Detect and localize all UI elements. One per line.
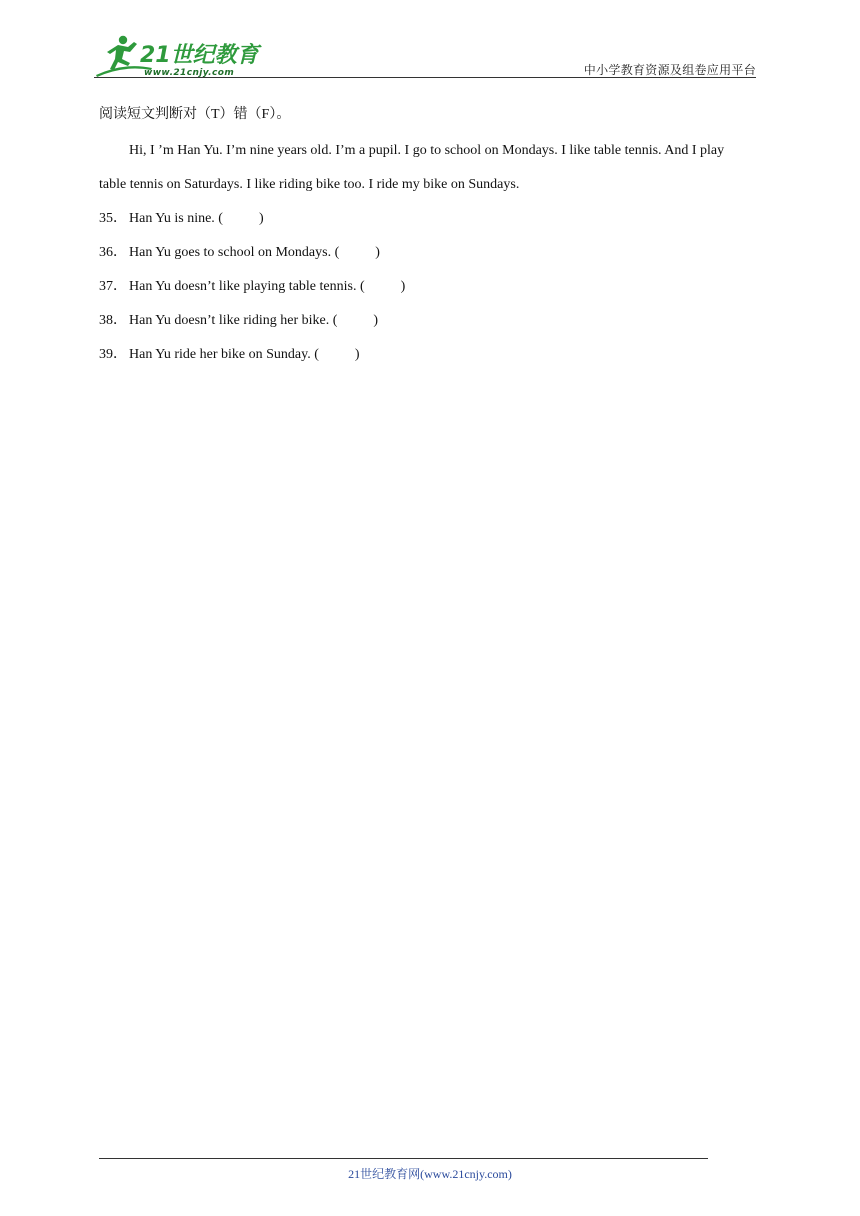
- question-close-paren: ): [400, 279, 406, 294]
- question-text: Han Yu goes to school on Mondays. (: [129, 245, 340, 260]
- svg-text:21世纪教育: 21世纪教育: [140, 43, 259, 68]
- footer-link[interactable]: 21世纪教育网(www.21cnjy.com): [348, 1167, 512, 1181]
- question-item: [99, 236, 747, 270]
- question-number: 35．: [99, 211, 127, 226]
- question-number: 37．: [99, 279, 127, 294]
- question-item: [99, 304, 747, 338]
- footer-divider: [99, 1158, 708, 1159]
- page-header: [94, 30, 756, 80]
- question-item: [99, 270, 747, 304]
- question-close-paren: ): [373, 313, 379, 328]
- question-number: 36．: [99, 245, 127, 260]
- worksheet-content: [99, 100, 747, 372]
- question-item: [99, 202, 747, 236]
- header-divider: [94, 77, 756, 78]
- svg-text:www.21cnjy.com: www.21cnjy.com: [144, 68, 235, 78]
- question-text: Han Yu doesn’t like riding her bike. (: [129, 313, 338, 328]
- question-text: Han Yu ride her bike on Sunday. (: [129, 347, 319, 362]
- question-item: [99, 338, 747, 372]
- logo-21cnjy: [94, 32, 264, 78]
- question-close-paren: ): [258, 211, 264, 226]
- question-text: Han Yu is nine. (: [129, 211, 223, 226]
- question-close-paren: ): [375, 245, 380, 260]
- reading-passage: Hi, I ’m Han Yu. I’m nine years old. I’m a pupil. I go to school on Mondays. I like table tennis. And I play table tennis on Saturdays. I like riding bike too. I ride my bike on Sundays.: [99, 143, 725, 192]
- instruction-text: 阅读短文判断对（T）错（F）。: [99, 107, 291, 122]
- question-number: 39．: [99, 347, 127, 362]
- platform-tagline: 中小学教育资源及组卷应用平台: [583, 63, 756, 77]
- question-close-paren: ): [354, 347, 360, 362]
- question-text: Han Yu doesn’t like playing table tennis. (: [129, 279, 365, 294]
- question-number: 38．: [99, 313, 127, 328]
